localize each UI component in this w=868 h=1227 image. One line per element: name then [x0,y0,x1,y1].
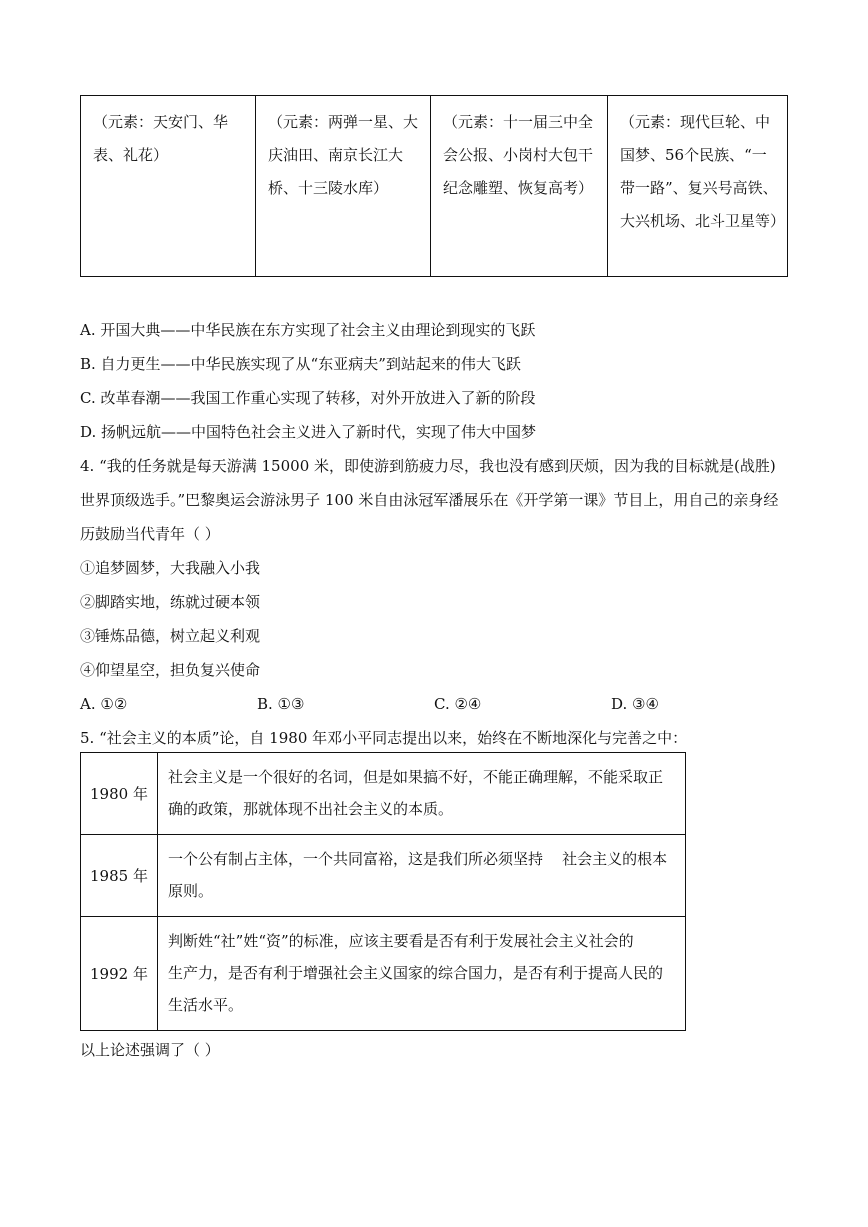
elements-cell-4: （元素：现代巨轮、中国梦、56个民族、“一带一路”、复兴号高铁、大兴机场、北斗卫星等） [608,96,788,277]
content-line: 原则。 [168,882,214,900]
q4-option-a: A. ①② [80,695,128,713]
content-line: 生活水平。 [168,996,244,1014]
year-cell: 1992 年 [81,917,158,1031]
q4-stem-line-2: 世界顶级选手。”巴黎奥运会游泳男子 100 米自由泳冠军潘展乐在《开学第一课》节目上，用自己的亲身经 [80,491,779,509]
q4-stem-line-3: 历鼓励当代青年（ ） [80,525,220,543]
q5-tail: 以上论述强调了（ ） [80,1041,220,1059]
elements-cell-1: （元素：天安门、华表、礼花） [81,96,256,277]
q4-item-3: ③锤炼品德，树立起义利观 [80,627,261,645]
elements-cell-3: （元素：十一届三中全会公报、小岗村大包干纪念雕塑、恢复高考） [431,96,608,277]
q5-stem: 5. “社会主义的本质”论，自 1980 年邓小平同志提出以来，始终在不断地深化与完善之中： [80,729,688,747]
socialism-essence-table [80,752,686,1031]
table-row [81,917,686,1031]
content-line: 生产力，是否有利于增强社会主义国家的综合国力，是否有利于提高人民的 [168,964,664,982]
q4-item-1: ①追梦圆梦，大我融入小我 [80,559,261,577]
content-cell [158,753,686,835]
content-line: 确的政策，那就体现不出社会主义的本质。 [168,800,454,818]
q4-option-c: C. ②④ [434,695,482,713]
table-row [81,753,686,835]
content-cell [158,917,686,1031]
q3-option-a: A. 开国大典——中华民族在东方实现了社会主义由理论到现实的飞跃 [80,321,536,339]
q3-option-c: C. 改革春潮——我国工作重心实现了转移，对外开放进入了新的阶段 [80,389,536,407]
elements-table [80,95,788,277]
year-cell: 1985 年 [81,835,158,917]
table-row [81,835,686,917]
q3-option-b: B. 自力更生——中华民族实现了从“东亚病夫”到站起来的伟大飞跃 [80,355,521,373]
content-cell [158,835,686,917]
q4-option-d: D. ③④ [611,695,659,713]
year-cell: 1980 年 [81,753,158,835]
content-line: 社会主义是一个很好的名词，但是如果搞不好，不能正确理解，不能采取正 [168,768,664,786]
q4-option-b: B. ①③ [257,695,305,713]
q4-stem-line-1: 4. “我的任务就是每天游满 15000 米，即使游到筋疲力尽，我也没有感到厌烦，因为我的目标就是(战胜) [80,457,776,475]
elements-cell-2: （元素：两弹一星、大庆油田、南京长江大桥、十三陵水库） [256,96,431,277]
q3-option-d: D. 扬帆远航——中国特色社会主义进入了新时代，实现了伟大中国梦 [80,423,537,441]
q4-item-2: ②脚踏实地，练就过硬本领 [80,593,261,611]
q4-item-4: ④仰望星空，担负复兴使命 [80,661,261,679]
content-line: 判断姓“社”姓“资”的标准，应该主要看是否有利于发展社会主义社会的 [168,932,634,950]
content-line: 一个公有制占主体，一个共同富裕，这是我们所必须坚持 社会主义的根本 [168,850,668,868]
